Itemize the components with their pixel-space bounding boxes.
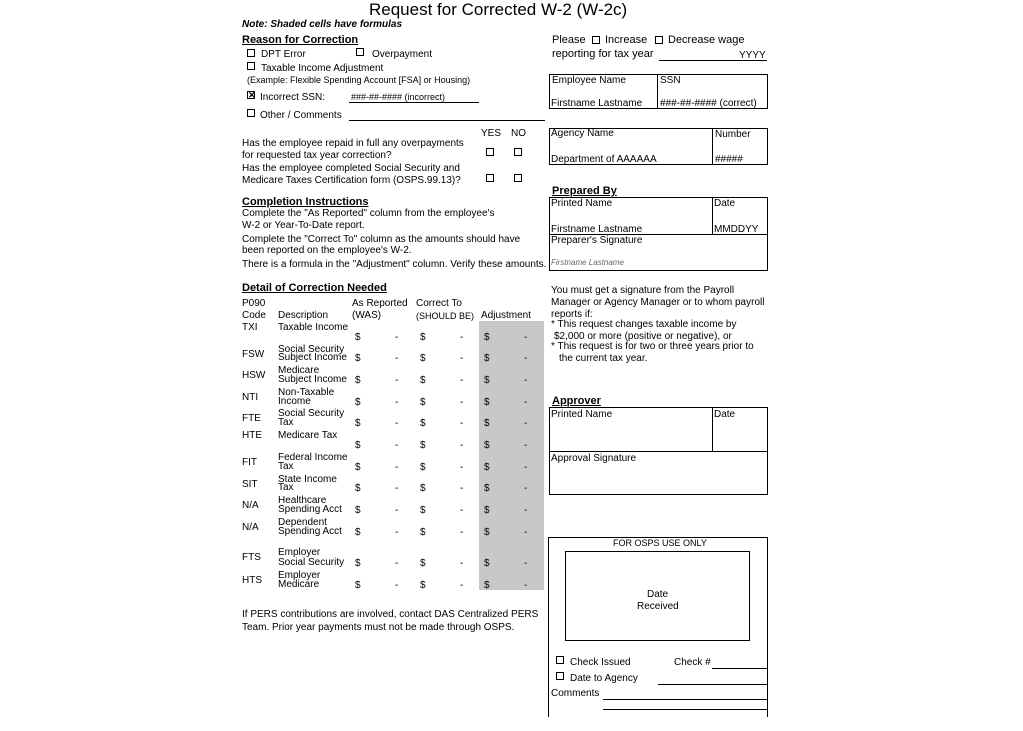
row-description: Dependent <box>278 517 327 528</box>
check-issued-checkbox[interactable] <box>556 656 564 664</box>
row-description: Employer <box>278 570 321 581</box>
q1-line1: Has the employee repaid in full any overpayments <box>242 138 464 149</box>
reporting-label: reporting for tax year <box>552 48 654 60</box>
row-description-line2: Tax <box>278 417 294 428</box>
as-reported-value[interactable]: - <box>395 353 399 364</box>
incorrect-ssn-underline <box>349 102 479 103</box>
q2-yes-checkbox[interactable] <box>486 174 494 182</box>
as-reported-value[interactable]: - <box>395 332 399 343</box>
prepared-date-value[interactable]: MMDDYY <box>714 224 759 235</box>
check-number-label: Check # <box>674 657 711 668</box>
col-code: Code <box>242 310 266 321</box>
date-received-line2: Received <box>637 601 679 612</box>
correct-to-dollar: $ <box>420 505 426 516</box>
as-reported-value[interactable]: - <box>395 375 399 386</box>
employee-name-value[interactable]: Firstname Lastname <box>551 98 643 109</box>
adjustment-dollar: $ <box>484 397 490 408</box>
col-was: (WAS) <box>352 310 382 321</box>
adjustment-value: - <box>524 332 528 343</box>
row-code: NTI <box>242 392 259 403</box>
row-code: FIT <box>242 457 257 468</box>
adjustment-value: - <box>524 505 528 516</box>
incorrect-ssn-value[interactable]: ###-##-#### (incorrect) <box>351 92 446 102</box>
taxable-income-adjustment-label: Taxable Income Adjustment <box>261 63 384 74</box>
comments-field-line1[interactable] <box>603 699 767 700</box>
as-reported-value[interactable]: - <box>395 505 399 516</box>
completion-line4: been reported on the employee's W-2. <box>242 245 412 256</box>
row-description-line2: Subject Income <box>278 374 347 385</box>
adjustment-value: - <box>524 462 528 473</box>
row-description: Taxable Income <box>278 322 349 333</box>
row-description: Federal Income <box>278 452 348 463</box>
correct-to-dollar: $ <box>420 462 426 473</box>
signature-note-line6: * This request is for two or three years prior to <box>551 341 754 352</box>
other-comments-checkbox[interactable] <box>247 109 255 117</box>
row-description-line2: Medicare <box>278 579 320 590</box>
page-title: Request for Corrected W-2 (W-2c) <box>369 0 628 19</box>
date-to-agency-label: Date to Agency <box>570 673 638 684</box>
correct-to-dollar: $ <box>420 558 426 569</box>
row-code: FSW <box>242 349 265 360</box>
col-correct-to: Correct To <box>416 298 462 309</box>
approver-divider <box>712 407 713 451</box>
agency-name-value[interactable]: Department of AAAAAA <box>551 154 657 165</box>
correct-to-dollar: $ <box>420 332 426 343</box>
correct-to-value[interactable]: - <box>460 440 464 451</box>
signature-note-line7: the current tax year. <box>559 353 648 364</box>
row-code: SIT <box>242 479 258 490</box>
col-as-reported: As Reported <box>352 298 408 309</box>
date-to-agency-field[interactable] <box>658 684 767 685</box>
adjustment-dollar: $ <box>484 558 490 569</box>
adjustment-dollar: $ <box>484 527 490 538</box>
no-header: NO <box>511 128 526 139</box>
incorrect-ssn-checkbox[interactable]: ✕ <box>248 90 256 100</box>
correct-to-value[interactable]: - <box>460 527 464 538</box>
correct-to-dollar: $ <box>420 483 426 494</box>
row-code: FTS <box>242 552 261 563</box>
as-reported-value[interactable]: - <box>395 440 399 451</box>
correct-to-dollar: $ <box>420 353 426 364</box>
correct-to-dollar: $ <box>420 397 426 408</box>
row-description-line2: Subject Income <box>278 352 347 363</box>
q1-no-checkbox[interactable] <box>514 148 522 156</box>
correct-to-value[interactable]: - <box>460 483 464 494</box>
agency-number-label: Number <box>715 129 751 140</box>
row-description-line2: Spending Acct <box>278 526 342 537</box>
q1-line2: for requested tax year correction? <box>242 150 392 161</box>
dpt-error-label: DPT Error <box>261 49 306 60</box>
correct-to-dollar: $ <box>420 527 426 538</box>
signature-note-line3: reports if: <box>551 309 593 320</box>
as-reported-dollar: $ <box>355 353 361 364</box>
approver-date-label: Date <box>714 409 736 420</box>
comments-label: Comments <box>551 688 600 699</box>
completion-line1: Complete the "As Reported" column from the employee's <box>242 208 495 219</box>
as-reported-value[interactable]: - <box>395 527 399 538</box>
as-reported-dollar: $ <box>355 397 361 408</box>
correct-to-dollar: $ <box>420 580 426 591</box>
row-description: State Income <box>278 474 337 485</box>
dpt-error-checkbox[interactable] <box>247 49 255 57</box>
employee-name-label: Employee Name <box>552 75 626 86</box>
adjustment-dollar: $ <box>484 505 490 516</box>
row-code: HTE <box>242 430 262 441</box>
row-description: Social Security <box>278 408 345 419</box>
ssn-label: SSN <box>660 75 681 86</box>
check-number-field[interactable] <box>712 668 767 669</box>
correct-to-dollar: $ <box>420 418 426 429</box>
reason-heading: Reason for Correction <box>242 34 359 46</box>
row-code: N/A <box>242 522 259 533</box>
col-description: Description <box>278 310 329 321</box>
row-code: N/A <box>242 500 259 511</box>
row-description: Employer <box>278 547 321 558</box>
other-comments-field[interactable] <box>349 120 545 121</box>
as-reported-value[interactable]: - <box>395 462 399 473</box>
approver-hline <box>549 451 768 452</box>
row-description-line2: Income <box>278 396 311 407</box>
detail-heading: Detail of Correction Needed <box>242 282 387 294</box>
note: Note: Shaded cells have formulas <box>242 19 403 30</box>
row-code: FTE <box>242 413 261 424</box>
overpayment-label: Overpayment <box>372 49 433 60</box>
yes-header: YES <box>481 128 502 139</box>
signature-note-line1: You must get a signature from the Payroll <box>551 285 735 296</box>
signature-note-line4: * This request changes taxable income by <box>551 319 737 330</box>
correct-to-value[interactable]: - <box>460 397 464 408</box>
as-reported-dollar: $ <box>355 483 361 494</box>
row-code: TXI <box>242 322 258 333</box>
as-reported-dollar: $ <box>355 440 361 451</box>
adjustment-value: - <box>524 580 528 591</box>
adjustment-value: - <box>524 418 528 429</box>
as-reported-dollar: $ <box>355 332 361 343</box>
taxable-income-adjustment-checkbox[interactable] <box>247 62 255 70</box>
comments-field-line2[interactable] <box>603 709 767 710</box>
adjustment-dollar: $ <box>484 332 490 343</box>
as-reported-value[interactable]: - <box>395 397 399 408</box>
adjustment-dollar: $ <box>484 418 490 429</box>
pers-note-line2: Team. Prior year payments must not be made through OSPS. <box>242 622 515 633</box>
row-description: Medicare <box>278 365 320 376</box>
agency-number-value[interactable]: ##### <box>715 154 743 165</box>
prepared-name-value[interactable]: Firstname Lastname <box>551 224 643 235</box>
example-text: (Example: Flexible Spending Account [FSA] or Housing) <box>247 75 471 85</box>
row-description: Medicare Tax <box>278 430 338 441</box>
adjustment-dollar: $ <box>484 353 490 364</box>
correct-to-value[interactable]: - <box>460 580 464 591</box>
osps-heading: FOR OSPS USE ONLY <box>613 538 707 548</box>
completion-line3: Complete the "Correct To" column as the amounts should have <box>242 234 521 245</box>
correct-to-dollar: $ <box>420 440 426 451</box>
row-description-line2: Tax <box>278 482 294 493</box>
decrease-checkbox[interactable] <box>655 36 663 44</box>
as-reported-value[interactable]: - <box>395 558 399 569</box>
prepared-printed-name-label: Printed Name <box>551 198 613 209</box>
as-reported-dollar: $ <box>355 418 361 429</box>
adjustment-value: - <box>524 483 528 494</box>
adjustment-value: - <box>524 527 528 538</box>
as-reported-dollar: $ <box>355 505 361 516</box>
tax-year-underline <box>659 60 767 61</box>
date-received-line1: Date <box>647 589 669 600</box>
col-should-be: (SHOULD BE) <box>416 311 475 321</box>
row-description-line2: Social Security <box>278 557 345 568</box>
row-code: HSW <box>242 370 266 381</box>
completion-line5: There is a formula in the "Adjustment" column. Verify these amounts. <box>242 259 547 270</box>
correct-to-value[interactable]: - <box>460 375 464 386</box>
prepared-date-label: Date <box>714 198 736 209</box>
as-reported-dollar: $ <box>355 462 361 473</box>
adjustment-value: - <box>524 353 528 364</box>
row-description: Healthcare <box>278 495 327 506</box>
incorrect-ssn-label: Incorrect SSN: <box>260 92 326 103</box>
preparer-signature-value[interactable]: Firstname Lastname <box>551 258 624 267</box>
as-reported-value[interactable]: - <box>395 580 399 591</box>
col-p090: P090 <box>242 298 266 309</box>
row-description: Social Security <box>278 344 345 355</box>
approval-signature-label: Approval Signature <box>551 453 637 464</box>
employee-divider <box>657 74 658 109</box>
q1-yes-checkbox[interactable] <box>486 148 494 156</box>
adjustment-dollar: $ <box>484 375 490 386</box>
approver-printed-name-label: Printed Name <box>551 409 613 420</box>
prepared-divider <box>712 197 713 234</box>
ssn-value[interactable]: ###-##-#### (correct) <box>660 98 757 109</box>
row-description-line2: Spending Acct <box>278 504 342 515</box>
as-reported-dollar: $ <box>355 375 361 386</box>
correct-to-value[interactable]: - <box>460 505 464 516</box>
preparer-signature-label: Preparer's Signature <box>551 235 643 246</box>
completion-heading: Completion Instructions <box>242 196 369 208</box>
check-issued-label: Check Issued <box>570 657 631 668</box>
signature-note-line2: Manager or Agency Manager or to whom payroll <box>551 297 765 308</box>
adjustment-dollar: $ <box>484 483 490 494</box>
pers-note-line1: If PERS contributions are involved, contact DAS Centralized PERS <box>242 609 539 620</box>
prepared-by-heading: Prepared By <box>552 185 617 197</box>
as-reported-dollar: $ <box>355 580 361 591</box>
q2-line1: Has the employee completed Social Security and <box>242 163 460 174</box>
adjustment-dollar: $ <box>484 440 490 451</box>
row-description-line2: Tax <box>278 461 294 472</box>
adjustment-value: - <box>524 440 528 451</box>
correct-to-value[interactable]: - <box>460 332 464 343</box>
increase-label: Increase <box>605 34 648 46</box>
as-reported-dollar: $ <box>355 527 361 538</box>
approver-heading: Approver <box>552 395 601 407</box>
adjustment-value: - <box>524 558 528 569</box>
adjustment-dollar: $ <box>484 462 490 473</box>
completion-line2: W-2 or Year-To-Date report. <box>242 220 365 231</box>
as-reported-value[interactable]: - <box>395 418 399 429</box>
correct-to-dollar: $ <box>420 375 426 386</box>
adjustment-value: - <box>524 397 528 408</box>
correct-to-value[interactable]: - <box>460 418 464 429</box>
overpayment-checkbox[interactable] <box>356 48 364 56</box>
other-comments-label: Other / Comments <box>260 110 342 121</box>
row-description: Non-Taxable <box>278 387 335 398</box>
q2-line2: Medicare Taxes Certification form (OSPS.99.13)? <box>242 175 461 186</box>
col-adjustment: Adjustment <box>481 310 532 321</box>
q2-no-checkbox[interactable] <box>514 174 522 182</box>
agency-name-label: Agency Name <box>551 128 614 139</box>
decrease-label: Decrease wage <box>668 34 745 46</box>
increase-checkbox[interactable] <box>592 36 600 44</box>
adjustment-dollar: $ <box>484 580 490 591</box>
tax-year-value[interactable]: YYYY <box>739 50 766 61</box>
adjustment-value: - <box>524 375 528 386</box>
as-reported-dollar: $ <box>355 558 361 569</box>
as-reported-value[interactable]: - <box>395 483 399 494</box>
correct-to-value[interactable]: - <box>460 462 464 473</box>
correct-to-value[interactable]: - <box>460 558 464 569</box>
signature-note-line5: $2,000 or more (positive or negative), or <box>554 331 732 342</box>
agency-divider <box>712 128 713 165</box>
row-code: HTS <box>242 575 262 586</box>
wage-please: Please <box>552 34 586 46</box>
correct-to-value[interactable]: - <box>460 353 464 364</box>
date-to-agency-checkbox[interactable] <box>556 672 564 680</box>
